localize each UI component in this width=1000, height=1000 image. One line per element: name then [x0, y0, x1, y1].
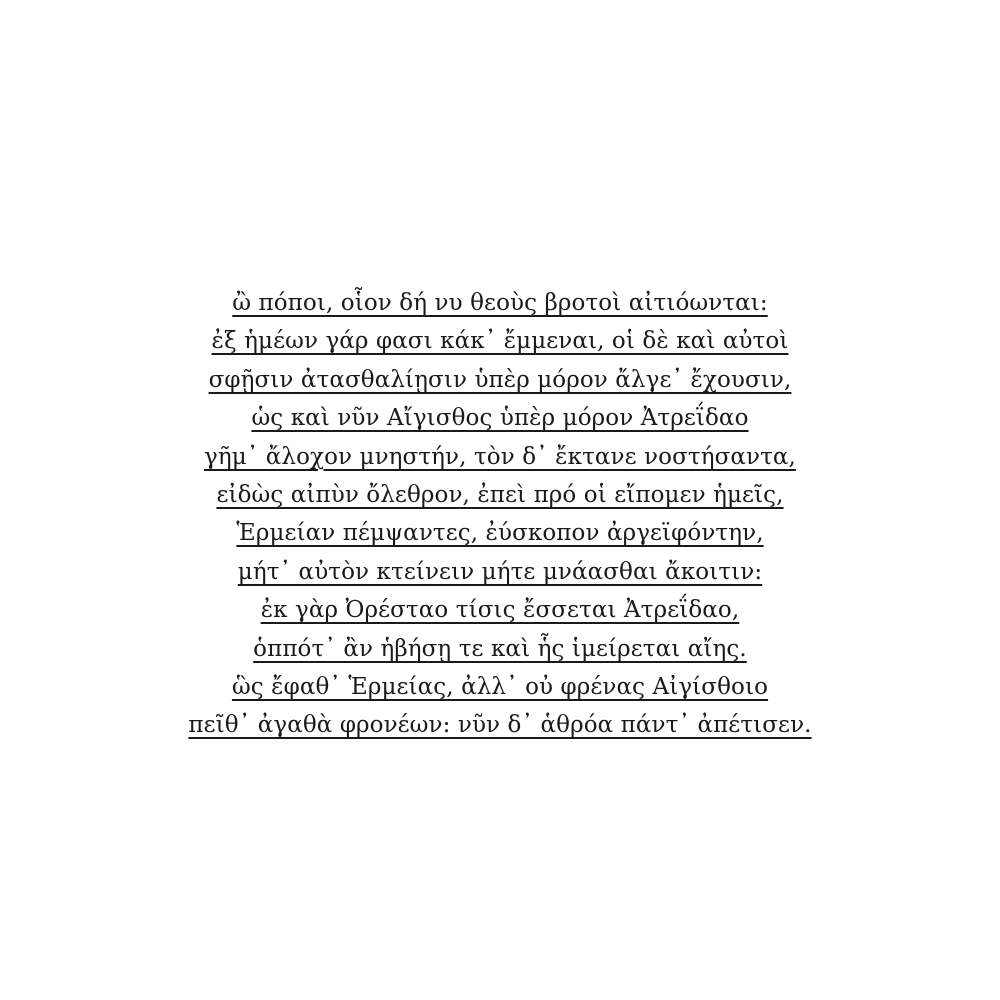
poem-text	[0, 284, 1000, 745]
poem-line	[0, 668, 1000, 706]
poem-line-text: ἐξ ἡμέων γάρ φασι κάκ᾽ ἔμμεναι, οἱ δὲ καὶ αὐτοὶ	[211, 328, 789, 355]
poem-line-text: ὢ πόποι, οἷον δή νυ θεοὺς βροτοὶ αἰτιόωνται:	[232, 290, 768, 316]
poem-line	[0, 514, 1000, 552]
poem-line	[0, 476, 1000, 514]
poem-line	[0, 361, 1000, 399]
poem-line-text: πεῖθ᾽ ἀγαθὰ φρονέων: νῦν δ᾽ ἁθρόα πάντ᾽ ἀπέτισεν.	[188, 712, 812, 739]
poem-line	[0, 284, 1000, 322]
poem-line-text: ὡς καὶ νῦν Αἴγισθος ὑπὲρ μόρον Ἀτρεΐδαο	[251, 405, 749, 432]
poem-line-text: ἐκ γὰρ Ὀρέσταο τίσις ἔσσεται Ἀτρεΐδαο,	[260, 597, 740, 624]
poem-line	[0, 630, 1000, 668]
poem-line-text: γῆμ᾽ ἄλοχον μνηστήν, τὸν δ᾽ ἔκτανε νοστήσαντα,	[204, 443, 796, 470]
poem-line	[0, 322, 1000, 360]
poem-line	[0, 399, 1000, 437]
poem-line-text: μήτ᾽ αὐτὸν κτείνειν μήτε μνάασθαι ἄκοιτιν:	[237, 558, 763, 585]
poem-line-text: σφῇσιν ἀτασθαλίῃσιν ὑπὲρ μόρον ἄλγε᾽ ἔχουσιν,	[208, 366, 792, 393]
poem-line-text: εἰδὼς αἰπὺν ὄλεθρον, ἐπεὶ πρό οἱ εἴπομεν ἡμεῖς,	[216, 481, 784, 508]
poem-line	[0, 438, 1000, 476]
poem-line	[0, 706, 1000, 744]
poem-line-text: ὁππότ᾽ ἂν ἡβήσῃ τε καὶ ἧς ἱμείρεται αἴης.	[253, 635, 747, 662]
poem-line	[0, 553, 1000, 591]
poem-line	[0, 591, 1000, 629]
poem-line-text: ὣς ἔφαθ᾽ Ἑρμείας, ἀλλ᾽ οὐ φρένας Αἰγίσθοιο	[231, 673, 769, 700]
poem-line-text: Ἑρμείαν πέμψαντες, ἐύσκοπον ἀργεϊφόντην,	[236, 520, 764, 547]
